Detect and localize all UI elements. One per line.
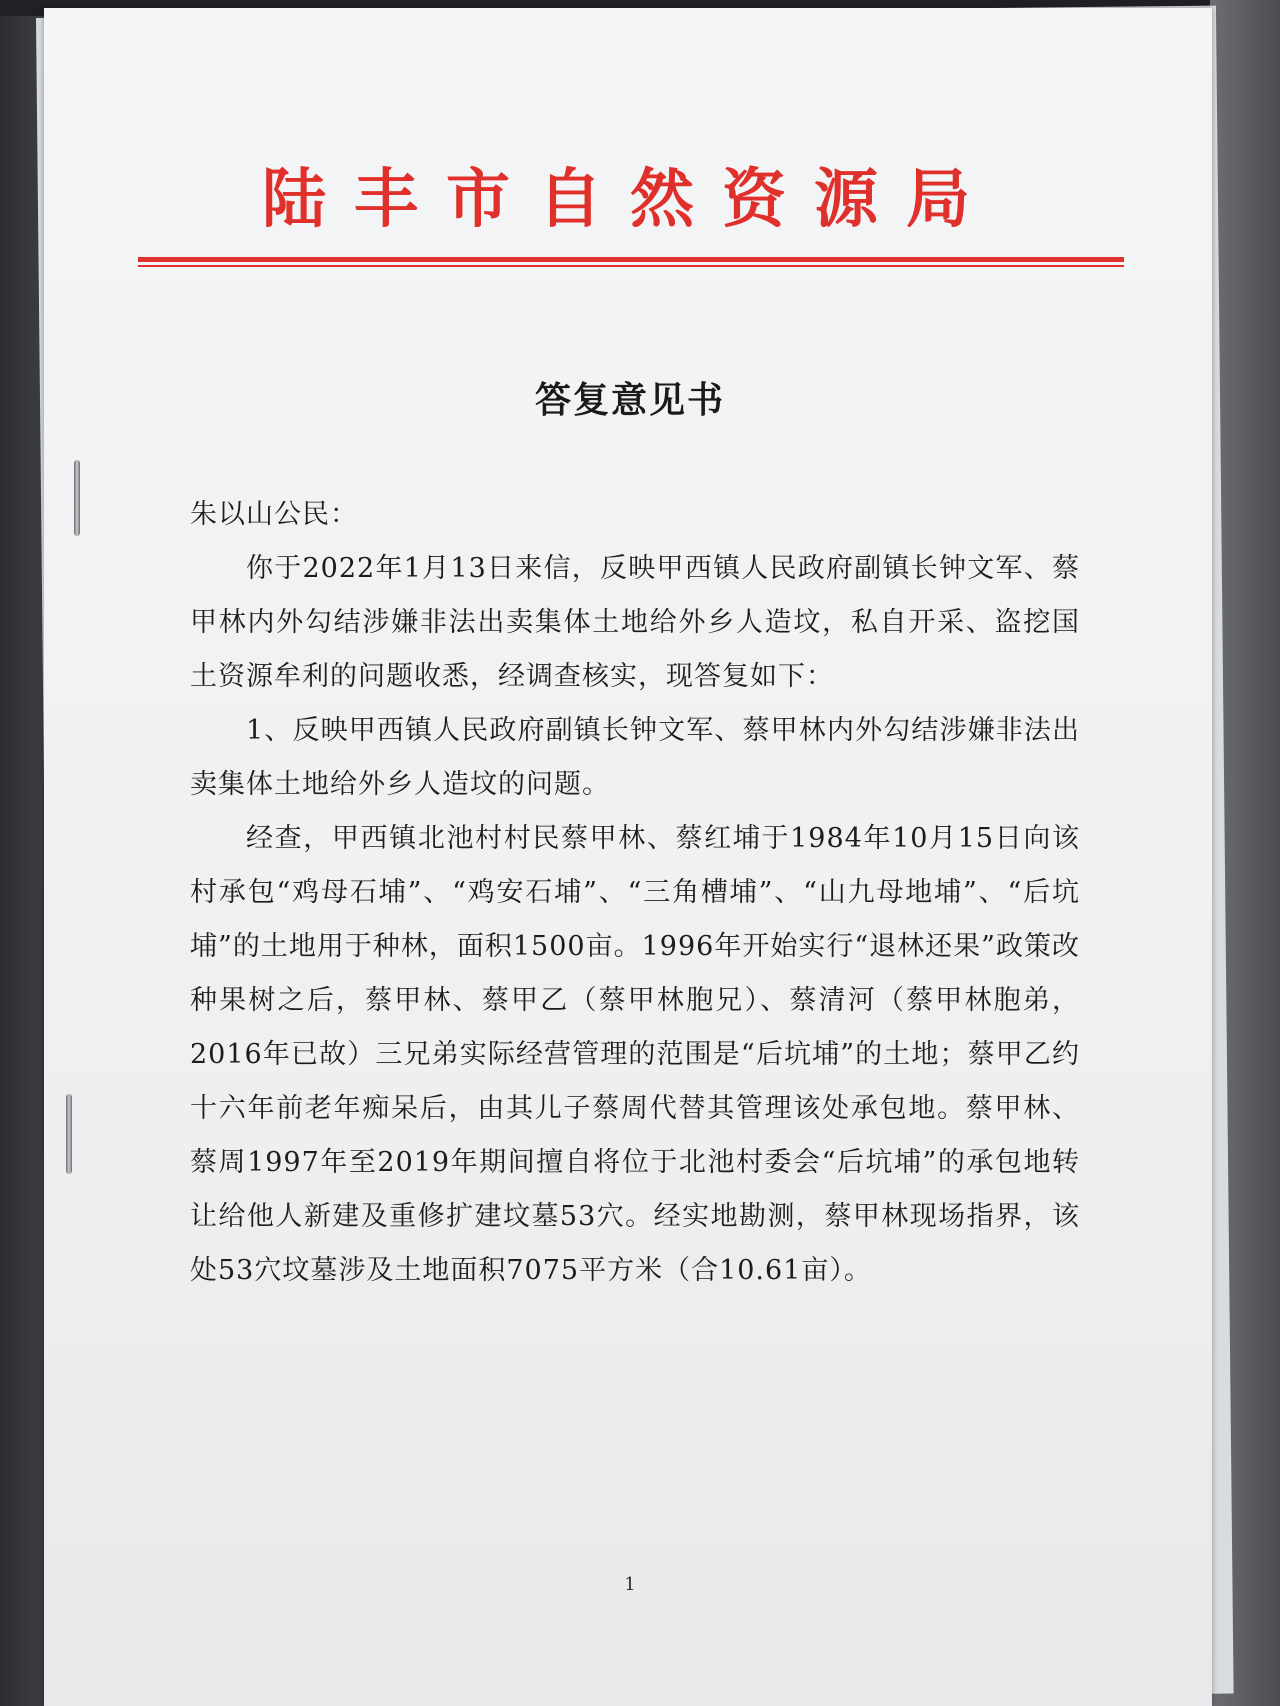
paragraph-intro: 你于2022年1月13日来信，反映甲西镇人民政府副镇长钟文军、蔡甲林内外勾结涉嫌非法出卖集体土地给外乡人造坟，私自开采、盗挖国土资源牟利的问题收悉，经调查核实，现答复如下： [190, 553, 1080, 692]
letterhead-red-rule [138, 257, 1124, 267]
letterhead-org-name: 陆丰市自然资源局 [262, 163, 998, 237]
salutation: 朱以山公民： [190, 499, 358, 530]
staple-bottom [66, 1094, 72, 1174]
document-body [190, 488, 1080, 1298]
page-number: 1 [624, 1574, 636, 1595]
document-title: 答复意见书 [534, 380, 725, 421]
paragraph-findings: 经查，甲西镇北池村村民蔡甲林、蔡红埔于1984年10月15日向该村承包“鸡母石埔”、“鸡安石埔”、“三角槽埔”、“山九母地埔”、“后坑埔”的土地用于种林，面积1500亩。1996年开始实行“退林还果”政策改种果树之后，蔡甲林、蔡甲乙（蔡甲林胞兄）、蔡清河（蔡甲林胞弟，2016年已故）三兄弟实际经营管理的范围是“后坑埔”的土地；蔡甲乙约十六年前老年痴呆后，由其儿子蔡周代替其管理该处承包地。蔡甲林、蔡周1997年至2019年期间擅自将位于北池村委会“后坑埔”的承包地转让给他人新建及重修扩建坟墓53穴。经实地勘测，蔡甲林现场指界，该处53穴坟墓涉及土地面积7075平方米（合10.61亩）。 [190, 823, 1080, 1286]
paragraph-item-1: 1、反映甲西镇人民政府副镇长钟文军、蔡甲林内外勾结涉嫌非法出卖集体土地给外乡人造坟的问题。 [190, 715, 1080, 800]
staple-top [74, 460, 80, 536]
red-rule-thick [138, 257, 1124, 262]
red-rule-thin [138, 265, 1124, 267]
